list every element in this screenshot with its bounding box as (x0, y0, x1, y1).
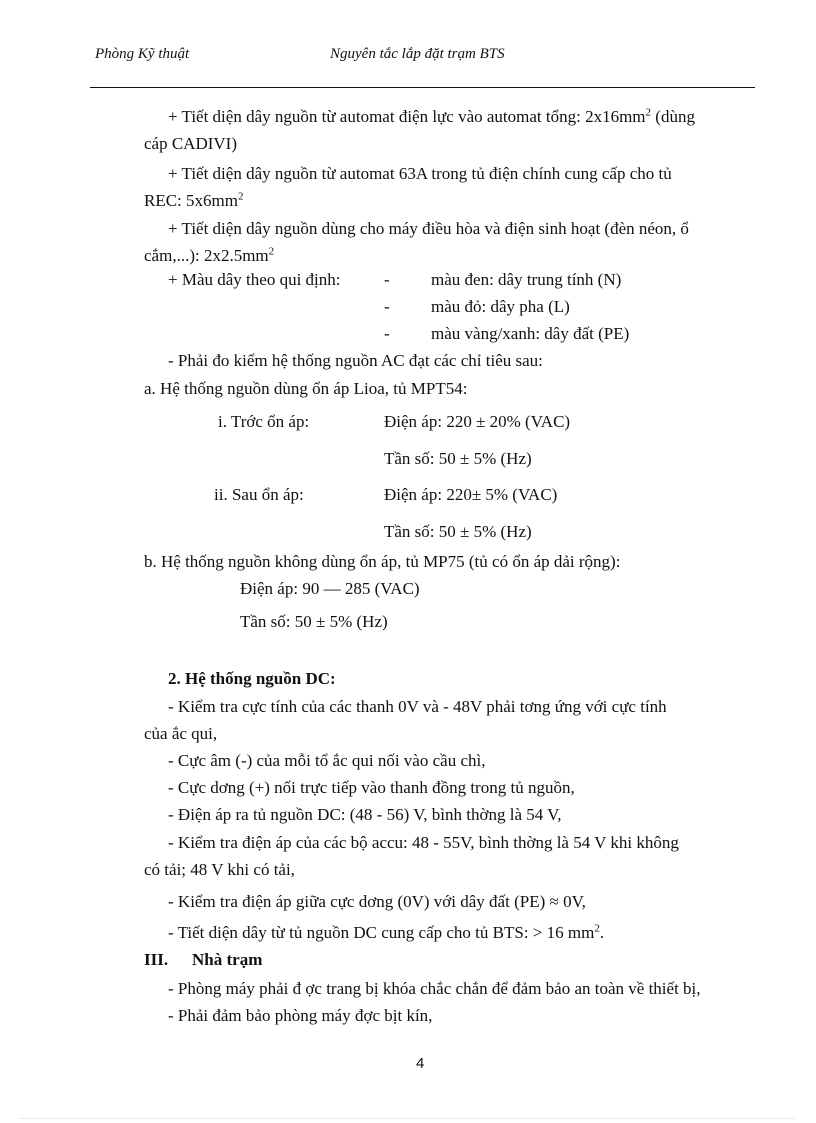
line-1: + Tiết diện dây nguồn từ automat điện lực vào automat tổng: $2x16mm^2$ (dùng (168, 106, 695, 126)
page-number: 4 (416, 1055, 425, 1072)
header-title: Nguyên tắc lắp đặt trạm BTS (330, 46, 505, 62)
line-5: + Tiết diện dây nguồn dùng cho máy điều hòa và điện sinh hoạt (đèn néon, ổ (168, 219, 689, 238)
header-rule (90, 87, 755, 88)
line-12-value: Điện áp: 220 ± 20% (VAC) (384, 412, 571, 431)
line-6: cắm,...): $2x2.5mm^2$ (144, 245, 275, 265)
line-8: màu đỏ: dây pha (L) (431, 297, 570, 316)
dash-3: - (384, 324, 390, 343)
line-24: - Kiểm tra điện áp của các bộ accu: 48 - 55V, bình thờng là 54 V khi không (168, 833, 679, 852)
header-department: Phòng Kỹ thuật (95, 46, 190, 62)
line-13: Tần số: 50 ± 5% (Hz) (384, 449, 532, 468)
section-number-iii: III. (144, 950, 169, 969)
line-19: - Kiểm tra cực tính của các thanh 0V và - 48V phải tơng ứng với cực tính (168, 697, 667, 716)
line-18: Tần số: 50 ± 5% (Hz) (240, 612, 388, 631)
line-26: - Kiểm tra điện áp giữa cực dơng (0V) với dây đất (PE) ≈ 0V, (168, 892, 586, 911)
section-heading-dc: 2. Hệ thống nguồn DC: (168, 669, 336, 688)
line-27: - Tiết diện dây từ tủ nguồn DC cung cấp cho tủ BTS: > 16 $mm^2$. (168, 922, 605, 942)
dash-2: - (384, 297, 390, 316)
line-23: - Điện áp ra tủ nguồn DC: (48 - 56) V, bình thờng là 54 V, (168, 805, 562, 824)
line-10: - Phải đo kiểm hệ thống nguồn AC đạt các chỉ tiêu sau: (168, 351, 543, 370)
line-21: - Cực âm (-) của mỗi tổ ắc qui nối vào cầu chì, (168, 751, 486, 770)
line-2: cáp CADIVI) (144, 134, 237, 153)
line-7-label: + Màu dây theo qui định: (168, 270, 341, 289)
line-28: - Phòng máy phải đ ợc trang bị khóa chắc chắn để đảm bảo an toàn về thiết bị, (168, 979, 701, 998)
line-12-label: i. Trớc ổn áp: (218, 412, 310, 431)
dash-1: - (384, 270, 390, 289)
line-20: của ắc qui, (144, 724, 218, 743)
line-22: - Cực dơng (+) nối trực tiếp vào thanh đồng trong tủ nguồn, (168, 778, 575, 797)
line-15: Tần số: 50 ± 5% (Hz) (384, 522, 532, 541)
line-14-value: Điện áp: 220± 5% (VAC) (384, 485, 558, 504)
line-7-value: màu đen: dây trung tính (N) (431, 270, 622, 289)
line-17: Điện áp: 90 — 285 (VAC) (240, 579, 420, 598)
line-3: + Tiết diện dây nguồn từ automat 63A trong tủ điện chính cung cấp cho tủ (168, 164, 672, 183)
line-11: a. Hệ thống nguồn dùng ổn áp Lioa, tủ MPT54: (144, 379, 468, 398)
bottom-dotted-border (20, 1118, 796, 1119)
line-14-label: ii. Sau ổn áp: (214, 485, 304, 504)
line-29: - Phải đảm bảo phòng máy đợc bịt kín, (168, 1006, 433, 1025)
section-heading-station: Nhà trạm (192, 950, 263, 969)
line-16: b. Hệ thống nguồn không dùng ổn áp, tủ MP75 (tủ có ổn áp dải rộng): (144, 552, 621, 571)
line-25: có tải; 48 V khi có tải, (144, 860, 295, 879)
line-4: REC: $5x6mm^2$ (144, 190, 244, 210)
line-9: màu vàng/xanh: dây đất (PE) (431, 324, 630, 343)
